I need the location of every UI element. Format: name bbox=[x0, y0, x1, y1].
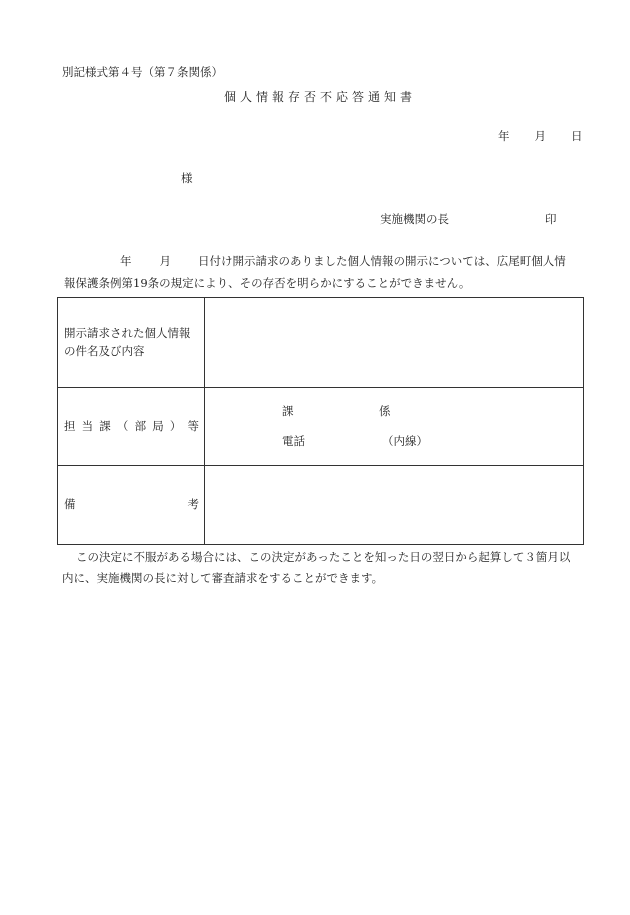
remarks-label-char: 備 bbox=[64, 497, 76, 512]
department-value bbox=[205, 388, 584, 466]
table-row bbox=[58, 466, 584, 545]
date-month: 月 bbox=[534, 129, 546, 143]
issuer-name: 実施機関の長 bbox=[380, 212, 449, 226]
seal-mark: 印 bbox=[545, 212, 557, 226]
department-label-char: 局 bbox=[152, 418, 164, 433]
body-paragraph-line-1 bbox=[120, 256, 566, 268]
body-year: 年 bbox=[120, 254, 132, 268]
department-label-char: 等 bbox=[187, 418, 199, 433]
remarks-value bbox=[205, 466, 584, 545]
body-month: 月 bbox=[159, 254, 171, 268]
date-year: 年 bbox=[498, 129, 510, 143]
remarks-label-char: 考 bbox=[187, 497, 199, 512]
issuer-line bbox=[380, 212, 557, 226]
phone-line bbox=[282, 434, 428, 448]
requested-info-label: 開示請求された個人情報の件名及び内容 bbox=[58, 298, 205, 388]
department-label-char: （ bbox=[116, 418, 129, 433]
remarks-label-chars bbox=[64, 496, 199, 514]
appeal-note-line-1: この決定に不服がある場合には、この決定があったことを知った日の翌日から起算して３箇月以 bbox=[76, 550, 571, 564]
requested-info-value bbox=[205, 298, 584, 388]
department-label-chars bbox=[64, 418, 199, 436]
section-line bbox=[282, 404, 391, 418]
form-number: 別記様式第４号（第７条関係） bbox=[62, 65, 223, 79]
section-kakari: 係 bbox=[379, 404, 391, 418]
body-line-1-text: 日付け開示請求のありました個人情報の開示については、広尾町個人情 bbox=[198, 254, 566, 268]
department-label-char: 担 bbox=[64, 418, 76, 433]
addressee-honorific: 様 bbox=[181, 171, 193, 185]
department-label bbox=[58, 388, 205, 466]
date-line bbox=[498, 131, 583, 143]
remarks-label bbox=[58, 466, 205, 545]
table-row bbox=[58, 298, 584, 388]
body-paragraph-line-2: 報保護条例第19条の規定により、その存否を明らかにすることができません。 bbox=[64, 276, 471, 290]
department-label-char: 当 bbox=[81, 418, 94, 433]
department-label-char: 部 bbox=[134, 418, 147, 433]
table-row bbox=[58, 388, 584, 466]
extension-label: （内線） bbox=[382, 434, 428, 448]
phone-label: 電話 bbox=[282, 434, 305, 448]
section-ka: 課 bbox=[282, 404, 294, 418]
department-label-char: 課 bbox=[99, 418, 111, 433]
date-day: 日 bbox=[571, 129, 583, 143]
info-table bbox=[57, 297, 584, 545]
appeal-note-line-2: 内に、実施機関の長に対して審査請求をすることができます。 bbox=[62, 571, 384, 585]
document-title: 個人情報存否不応答通知書 bbox=[223, 90, 416, 104]
department-label-char: ） bbox=[169, 418, 182, 433]
